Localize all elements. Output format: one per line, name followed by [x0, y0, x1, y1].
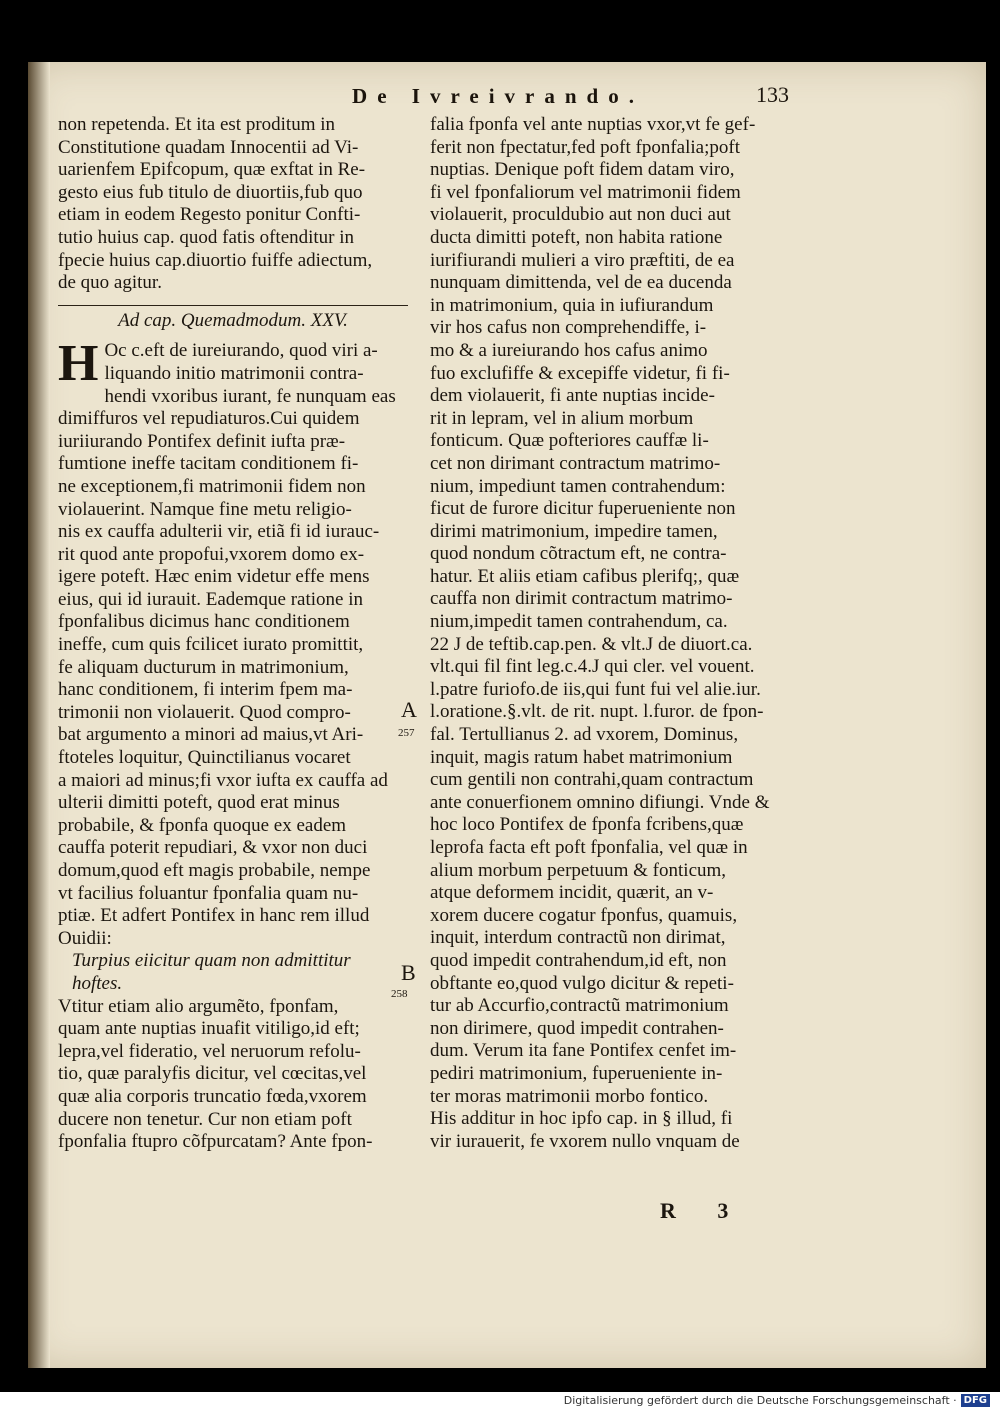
text-line: ftoteles loquitur, Quinctilianus vocaret [58, 747, 351, 769]
text-line: non repetenda. Et ita est proditum in [58, 114, 336, 135]
text-line: probabile, & fponfa quoque ex eadem [58, 814, 347, 836]
text-line: ante conuerfionem omnino difiungi. Vnde & [430, 791, 770, 813]
text-line: Vtitur etiam alio argumẽto, fponfam, [58, 995, 339, 1017]
text-line: fuo exclufiffe & excepiffe videtur, fi fi- [430, 362, 730, 384]
text-line: fi vel fponfaliorum vel matrimonii fidem [430, 181, 741, 203]
text-line: tio, quæ paralyfis dicitur, vel cœcitas,vel [58, 1063, 367, 1085]
section-heading: Ad cap. Quemadmodum. XXV. [58, 305, 408, 333]
gutter-shadow [28, 62, 50, 1368]
text-line: vir hos cafus non comprehendiffe, i- [430, 317, 707, 339]
text-line: hoc loco Pontifex de fponfa fcribens,quæ [430, 814, 744, 836]
text-line: l.patre furiofo.de iis,qui funt fui vel alie.iur. [430, 678, 761, 700]
text-line: non dirimere, quod impedit contrahen- [430, 1017, 724, 1039]
text-line: uarienfem Epifcopum, quæ exftat in Re- [58, 159, 366, 181]
text-line: ter moras matrimonii morbo fontico. [430, 1085, 709, 1107]
text-line: atque deformem incidit, quærit, an v- [430, 882, 714, 904]
dropcap: H [58, 335, 99, 393]
text-line: inquit, magis ratum habet matrimonium [430, 746, 733, 768]
margin-number-258: 258 [391, 988, 408, 1000]
text-line: de quo agitur. [58, 272, 162, 294]
left-column-intro [58, 114, 408, 295]
text-line: fal. Tertullianus 2. ad vxorem, Dominus, [430, 724, 739, 746]
verse-quote [58, 950, 408, 995]
text-line: in matrimonium, quia in iufiurandum [430, 294, 714, 316]
text-line: leprofa facta eft poft fponfalia, vel quæ in [430, 837, 748, 858]
text-line: etiam in eodem Regesto ponitur Confti- [58, 204, 361, 226]
text-line: igere poteft. Hæc enim videtur effe mens [58, 566, 370, 588]
footer-credit [564, 1394, 990, 1407]
book-page [28, 62, 986, 1368]
text-line: quæ alia corporis truncatio fœda,vxorem [58, 1085, 367, 1107]
text-line: ptiæ. Et adfert Pontifex in hanc rem illud [58, 905, 370, 927]
text-line: violauerit, proculdubio aut non duci aut [430, 204, 731, 226]
text-line: quod impedit contrahendum,id eft, non [430, 949, 727, 971]
text-line: His additur in hoc ipfo cap. in § illud, fi [430, 1108, 733, 1130]
text-line: tur ab Accurfio,contractũ matrimonium [430, 995, 729, 1017]
text-line: nium, impediunt tamen contrahendum: [430, 475, 726, 497]
text-line: l.oratione.§.vlt. de rit. nupt. l.furor. de fpon- [430, 701, 764, 723]
text-line: cet non dirimant contractum matrimo- [430, 452, 721, 474]
text-line: ducta dimitti poteft, non habita ratione [430, 226, 723, 248]
text-line: violauerint. Namque fine metu religio- [58, 498, 352, 520]
text-line: fponfalibus dicimus hanc conditionem [58, 611, 350, 633]
text-line: trimonii non violauerit. Quod compro- [58, 701, 351, 723]
text-line: cauffa non dirimit contractum matrimo- [430, 588, 733, 610]
text-line: Ouidii: [58, 927, 112, 949]
text-line: ferit non fpectatur,fed poft fponfalia;poft [430, 136, 740, 158]
text-line: domum,quod eft magis probabile, nempe [58, 860, 371, 881]
text-line: fponfalia ftupro cõfpurcatam? Ante fpon- [58, 1131, 373, 1153]
text-line: vt facilius foluantur fponfalia quam nu- [58, 882, 359, 904]
text-line: Constitutione quadam Innocentii ad Vi- [58, 136, 359, 158]
text-line: nium,impedit tamen contrahendum, ca. [430, 611, 728, 633]
right-column [430, 114, 792, 1153]
text-line: quod nondum cõtractum eft, ne contra- [430, 543, 727, 565]
margin-letter-a: A [401, 697, 417, 722]
text-line: fonticum. Quæ pofteriores cauffæ li- [430, 430, 709, 452]
text-line: tutio huius cap. quod fatis oftenditur in [58, 226, 355, 248]
text-line: hendi vxoribus iurant, fe nunquam eas [104, 385, 396, 407]
verse-line: Turpius eiicitur quam non admittitur [72, 950, 351, 972]
text-line: falia fponfa vel ante nuptias vxor,vt fe gef- [430, 114, 756, 135]
text-line: liquando initio matrimonii contra- [104, 362, 364, 384]
text-line: quam ante nuptias inuafit vitiligo,id eft; [58, 1018, 360, 1040]
text-line: nunquam dimittenda, vel de ea ducenda [430, 272, 732, 294]
dfg-logo: DFG [961, 1394, 990, 1407]
text-line: iuriiurando Pontifex definit iufta præ- [58, 430, 346, 452]
text-line: pediri matrimonium, fuperueniente in- [430, 1062, 723, 1084]
text-line: dum. Verum ita fane Pontifex cenfet im- [430, 1040, 737, 1062]
text-line: eius, qui id iurauit. Eademque ratione in [58, 588, 363, 610]
margin-number-257: 257 [398, 727, 415, 739]
text-line: gesto eius fub titulo de diuortiis,fub quo [58, 181, 363, 203]
text-line: ficut de furore dicitur fuperueniente non [430, 498, 736, 520]
text-line: hanc conditionem, fi interim fpem ma- [58, 679, 353, 701]
text-line: dirimi matrimonium, impedire tamen, [430, 520, 718, 542]
text-line: vir iurauerit, fe vxorem nullo vnquam de [430, 1130, 740, 1152]
text-line: mo & a iureiurando hos cafus animo [430, 339, 708, 361]
section-body [58, 335, 408, 950]
text-line: lepra,vel fideratio, vel neruorum refolu- [58, 1040, 361, 1062]
text-line: cum gentili non contrahi,quam contractum [430, 769, 754, 791]
page-number: 133 [756, 82, 789, 107]
left-column-continuation [58, 996, 408, 1154]
text-line: ineffe, cum quis fcilicet iurato promittit, [58, 634, 364, 656]
signature-mark: R 3 [660, 1198, 747, 1223]
running-head: De Ivreivrando. [352, 84, 644, 108]
text-line: nuptias. Denique poft fidem datam viro, [430, 159, 735, 181]
text-line: ne exceptionem,fi matrimonii fidem non [58, 475, 366, 497]
text-line: cauffa poterit repudiari, & vxor non duci [58, 837, 368, 859]
text-line: fpecie huius cap.diuortio fuiffe adiectum, [58, 249, 373, 271]
text-line: a maiori ad minus;fi vxor iufta ex cauffa ad [58, 769, 388, 791]
text-line: inquit, interdum contractũ non dirimat, [430, 927, 726, 949]
text-line: ulterii dimitti poteft, quod erat minus [58, 792, 340, 814]
text-line: fumtione ineffe tacitam conditionem fi- [58, 453, 359, 475]
text-line: dem violauerit, fi ante nuptias incide- [430, 385, 715, 407]
verse-line: hoftes. [72, 972, 123, 994]
text-line: Oc c.eft de iureiurando, quod viri a- [104, 340, 378, 362]
text-line: dimiffuros vel repudiaturos.Cui quidem [58, 408, 360, 430]
margin-letter-b: B [401, 960, 416, 985]
text-line: rit in lepram, vel in alium morbum [430, 407, 694, 429]
text-line: iurifiurandi mulieri a viro præftiti, de ea [430, 249, 735, 271]
text-line: xorem ducere cogatur fponfus, quamuis, [430, 904, 738, 926]
text-line: fe aliquam ducturum in matrimonium, [58, 656, 349, 678]
text-line: obftante eo,quod vulgo dicitur & repeti- [430, 972, 734, 994]
text-line: nis ex cauffa adulterii vir, etiã fi id iurauc- [58, 521, 380, 543]
footer-text: Digitalisierung gefördert durch die Deutsche Forschungsgemeinschaft · [563, 1394, 957, 1407]
text-line: hatur. Et aliis etiam cafibus plerifq;, quæ [430, 565, 740, 587]
left-column [58, 114, 408, 1154]
text-line: rit quod ante propofui,vxorem domo ex- [58, 543, 365, 565]
text-line: vlt.qui fil fint leg.c.4.J qui cler. vel vouent. [430, 656, 755, 678]
text-line: ducere non tenetur. Cur non etiam poft [58, 1108, 352, 1130]
text-line: 22 J de teftib.cap.pen. & vlt.J de diuort.ca. [430, 633, 753, 655]
text-line: bat argumento a minori ad maius,vt Ari- [58, 724, 364, 746]
text-line: alium morbum perpetuum & fonticum, [430, 859, 727, 881]
